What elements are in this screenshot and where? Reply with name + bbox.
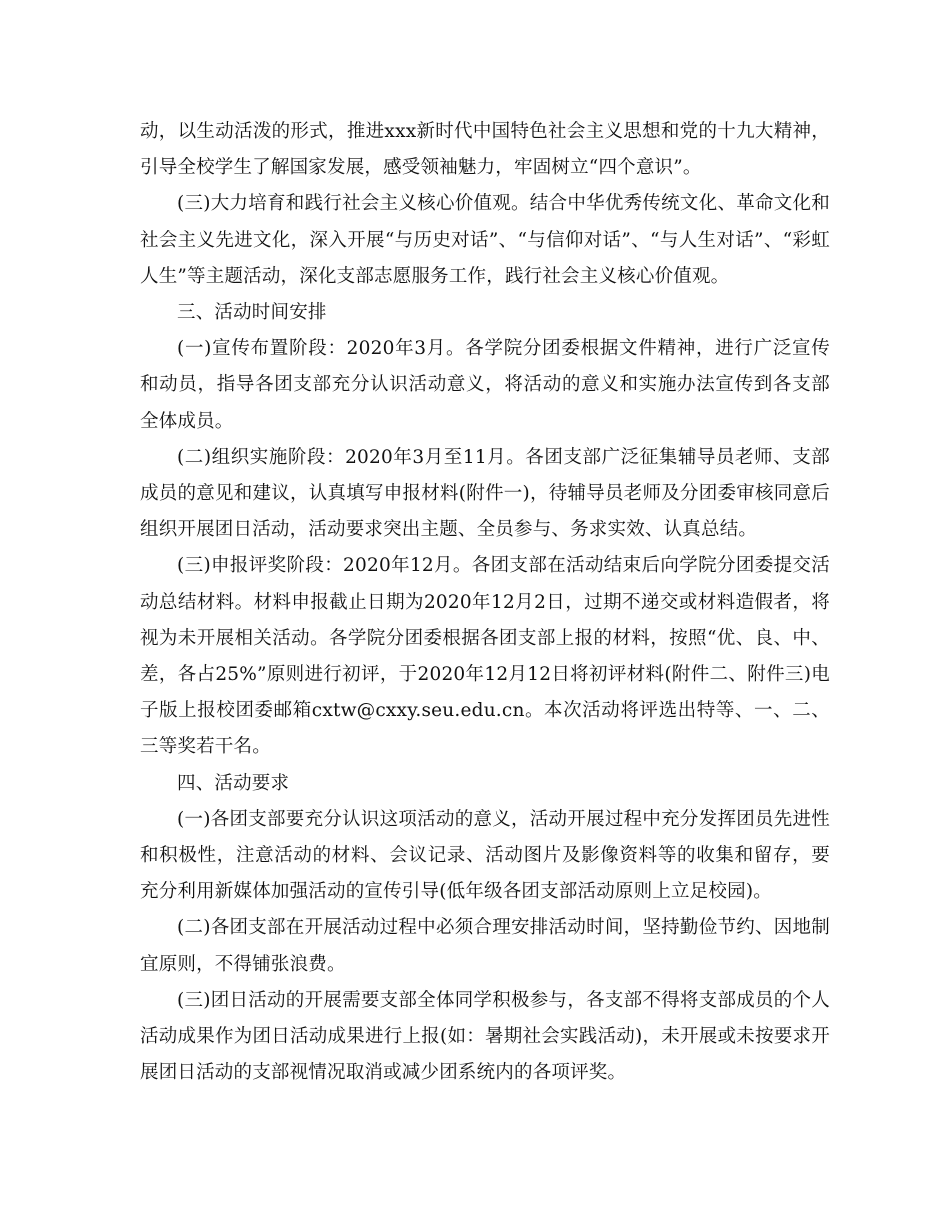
document-body [140,114,830,1091]
paragraph-award-stage: (三)申报评奖阶段：2020年12月。各团支部在活动结束后向学院分团委提交活动总结材料。材料申报截止日期为2020年12月2日，过期不递交或材料造假者，将视为未开展相关活动。各学院分团委根据各团支部上报的材料，按照“优、良、中、差，各占25%”原则进行初评，于2020年12月12日将初评材料(附件二、附件三)电子版上报校团委邮箱cxtw@cxxy.seu.edu.cn。本次活动将评选出特等、一、二、三等奖若干名。 [140,555,830,758]
section-heading-requirements: 四、活动要求 [177,772,290,794]
paragraph-implementation-stage: (二)组织实施阶段：2020年3月至11月。各团支部广泛征集辅导员老师、支部成员的意见和建议，认真填写申报材料(附件一)，待辅导员老师及分团委审核同意后组织开展团日活动，活动要求突出主题、全员参与、务求实效、认真总结。 [140,446,830,541]
section-heading-schedule: 三、活动时间安排 [177,302,327,324]
paragraph-core-values: (三)大力培育和践行社会主义核心价值观。结合中华优秀传统文化、革命文化和社会主义先进文化，深入开展“与历史对话”、“与信仰对话”、“与人生对话”、“彩虹人生”等主题活动，深化支部志愿服务工作，践行社会主义核心价值观。 [140,193,830,287]
paragraph-continuation: 动，以生动活泼的形式，推进xxx新时代中国特色社会主义思想和党的十九大精神，引导全校学生了解国家发展，感受领袖魅力，牢固树立“四个意识”。 [140,121,830,179]
paragraph-publicity-stage: (一)宣传布置阶段：2020年3月。各学院分团委根据文件精神，进行广泛宣传和动员，指导各团支部充分认识活动意义，将活动的意义和实施办法宣传到各支部全体成员。 [140,338,830,432]
paragraph-requirement-1: (一)各团支部要充分认识这项活动的意义，活动开展过程中充分发挥团员先进性和积极性，注意活动的材料、会议记录、活动图片及影像资料等的收集和留存，要充分利用新媒体加强活动的宣传引导(低年级各团支部活动原则上立足校园)。 [140,808,830,903]
paragraph-requirement-2: (二)各团支部在开展活动过程中必须合理安排活动时间，坚持勤俭节约、因地制宜原则，不得铺张浪费。 [140,917,830,975]
paragraph-requirement-3: (三)团日活动的开展需要支部全体同学积极参与，各支部不得将支部成员的个人活动成果作为团日活动成果进行上报(如：暑期社会实践活动)，未开展或未按要求开展团日活动的支部视情况取消或减少团系统内的各项评奖。 [140,989,830,1084]
